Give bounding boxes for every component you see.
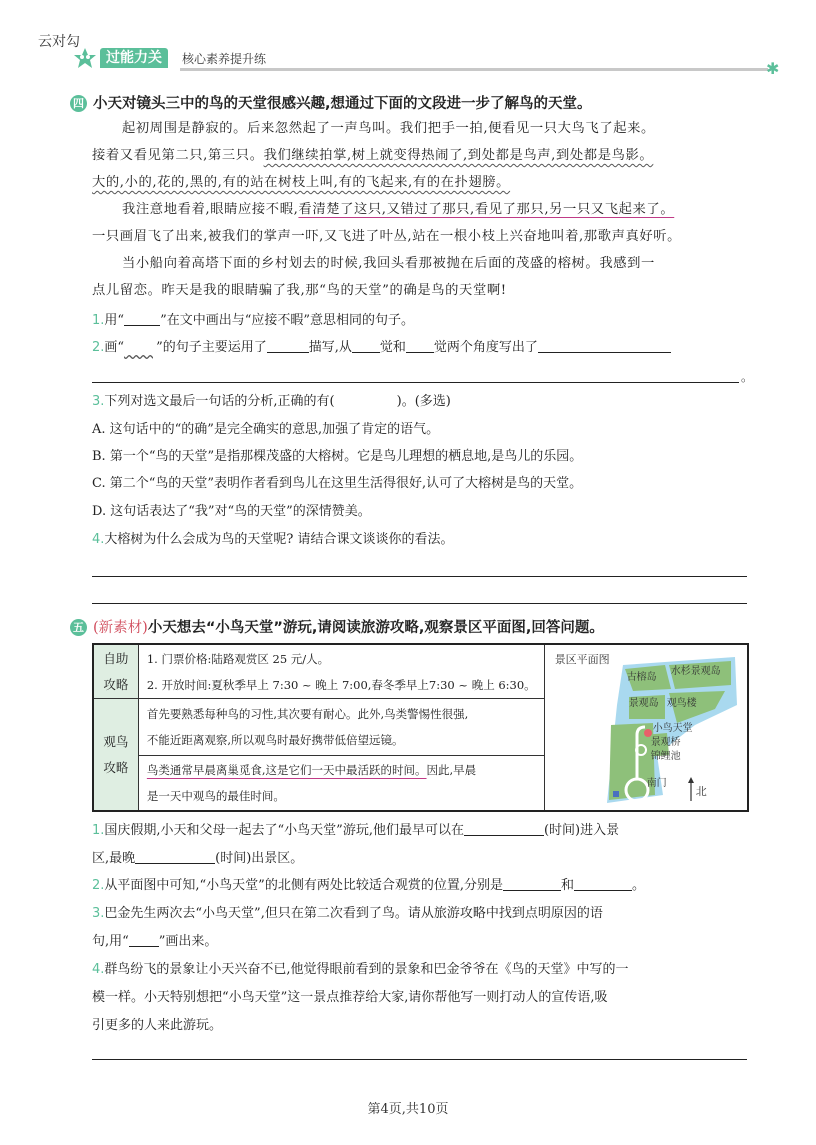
map-label-shuishan-island: 水杉景观岛	[670, 666, 721, 677]
question-text: 。	[631, 878, 645, 893]
answer-blank[interactable]	[135, 849, 215, 864]
option-d: D. 这句话表达了“我”对“鸟的天堂”的深情赞美。	[92, 504, 371, 519]
star-icon: ✱	[766, 59, 780, 78]
passage-text: 起初周围是静寂的。后来忽然起了一声鸟叫。我们把手一拍,便看见一只大鸟飞了起来。	[122, 121, 655, 136]
label-bird-watching	[93, 699, 138, 811]
answer-blank[interactable]	[129, 932, 159, 947]
s5-question-4-line3: 引更多的人来此游玩。	[92, 1018, 223, 1033]
guide-text: 因此,早晨	[426, 762, 477, 777]
passage-text: 当小船向着高塔下面的乡村划去的时候,我回头看那被抛在后面的茂盛的榕树。我感到一	[122, 256, 655, 271]
answer-blank[interactable]	[124, 311, 160, 326]
question-number: 2.	[92, 340, 105, 355]
passage-line	[92, 223, 752, 250]
option-a: A. 这句话中的“的确”是完全确实的意思,加强了肯定的语气。	[92, 422, 440, 437]
wavy-underlined-text: 我们继续拍掌,树上就变得热闹了,到处都是鸟声,到处都是鸟影。	[263, 148, 654, 163]
passage-text: 一只画眉飞了出来,被我们的掌声一吓,又飞进了叶丛,站在一根小枝上兴奋地叫着,那歌声真好听。	[92, 229, 682, 244]
answer-line[interactable]	[92, 603, 747, 604]
question-text: (时间)出景区。	[215, 851, 304, 866]
new-material-tag: (新素材)	[93, 620, 148, 636]
question-number: 1.	[92, 823, 105, 838]
answer-blank[interactable]	[406, 338, 434, 353]
question-text: )。(多选)	[396, 394, 451, 409]
s5-question-4	[92, 956, 752, 983]
entrance-marker	[613, 791, 619, 797]
option-c: C. 第二个“鸟的天堂”表明作者看到鸟儿在这里生活得很好,认可了大榕树是鸟的天堂。	[92, 476, 583, 491]
section5-title	[70, 616, 604, 637]
passage	[92, 115, 752, 304]
question-text: 大榕树为什么会成为鸟的天堂呢? 请结合课文谈谈你的看法。	[104, 532, 454, 547]
guide-line: 不能近距离观察,所以观鸟时最好携带低倍望远镜。	[146, 732, 404, 747]
question-text: 群鸟纷飞的景象让小天兴奋不已,他觉得眼前看到的景象和巴金爷爷在《鸟的天堂》中写的一	[104, 962, 629, 977]
header-divider	[180, 68, 768, 71]
question-number: 3.	[92, 906, 105, 921]
map-label-landscape-bridge: 景观桥	[650, 737, 681, 748]
passage-line	[92, 142, 752, 169]
question-text: 用“	[104, 313, 125, 328]
map-label-bird-tower: 观鸟楼	[666, 698, 697, 709]
page-number: 第4页,共10页	[367, 1102, 449, 1117]
guide-line: 是一天中观鸟的最佳时间。	[146, 788, 285, 803]
self-guide-content	[138, 644, 544, 699]
question-text: (时间)进入景	[543, 823, 620, 838]
section5-badge: 五	[70, 619, 87, 636]
label-line: 攻略	[103, 676, 129, 692]
map-title: 景区平面图	[554, 653, 610, 666]
wavy-underlined-text: 大的,小的,花的,黑的,有的站在树枝上叫,有的飞起来,有的在扑翅膀。	[92, 175, 511, 190]
underlined-text: 鸟类通常早晨离巢觅食,这是它们一天中最活跃的时间。	[146, 762, 427, 777]
question-text: 国庆假期,小天和父母一起去了“小鸟天堂”游玩,他们最早可以在	[104, 823, 464, 838]
passage-line	[92, 250, 752, 277]
passage-text: 点儿留恋。昨天是我的眼睛骗了我,那“鸟的天堂”的确是鸟的天堂啊!	[92, 283, 507, 298]
passage-text: 接着又看见第二只,第三只。	[92, 148, 264, 163]
label-line: 攻略	[103, 759, 129, 775]
answer-line[interactable]	[92, 382, 739, 383]
header-subtitle: 核心素养提升练	[182, 52, 267, 66]
period: 。	[741, 370, 754, 384]
question-text: 从平面图中可知,“小鸟天堂”的北侧有两处比较适合观赏的位置,分别是	[104, 878, 503, 893]
s4-question-4	[92, 526, 752, 553]
question-text: ”画出来。	[158, 934, 218, 949]
section5-title-text: 小天想去“小鸟天堂”游玩,请阅读旅游攻略,观察景区平面图,回答问题。	[147, 620, 604, 636]
scenic-area-map	[545, 645, 741, 811]
passage-line	[92, 169, 752, 196]
section4-badge: 四	[70, 95, 87, 112]
question-number: 4.	[92, 532, 105, 547]
s4-question-1	[92, 307, 752, 334]
map-label-gurong-island: 古榕岛	[626, 672, 657, 683]
bird-guide-content-1	[138, 699, 544, 756]
mascot-icon	[70, 46, 100, 70]
question-text: 巴金先生两次去“小鸟天堂”,但只在第二次看到了鸟。请从旅游攻略中找到点明原因的语	[104, 906, 603, 921]
s4-question-2	[92, 334, 752, 361]
underlined-text: 看清楚了这只,又错过了那只,看见了那只,另一只又飞起来了。	[298, 202, 675, 217]
s5-question-3	[92, 900, 752, 927]
question-number: 4.	[92, 962, 105, 977]
map-label-koi-pond: 锦鲤池	[650, 751, 681, 762]
answer-line[interactable]	[92, 1059, 747, 1060]
passage-line	[92, 115, 752, 142]
s5-question-4-line2: 模一样。小天特别想把“小鸟天堂”这一景点推荐给大家,请你帮他写一则打动人的宣传语,吸	[92, 990, 608, 1005]
answer-blank[interactable]	[574, 876, 632, 891]
question-text: ”在文中画出与“应接不暇”意思相同的句子。	[160, 313, 415, 328]
answer-blank[interactable]	[267, 338, 309, 353]
map-label-landscape-island: 景观岛	[628, 698, 659, 709]
brand-name: 云对勾	[38, 34, 80, 50]
question-text: 下列对选文最后一句话的分析,正确的有(	[104, 394, 335, 409]
question-text: 句,用“	[92, 934, 129, 949]
opening-hours: 2. 开放时间:夏秋季早上 7:30 ~ 晚上 7:00,春冬季早上7:30 ~ 晚上 6:30。	[146, 677, 536, 692]
question-text: 描写,从	[308, 340, 352, 355]
question-number: 1.	[92, 313, 105, 328]
question-text: 觉两个角度写出了	[433, 340, 538, 355]
ticket-price: 1. 门票价格:陆路观赏区 25 元/人。	[146, 651, 330, 666]
label-line: 自助	[103, 650, 129, 666]
answer-line[interactable]	[92, 576, 747, 577]
travel-guide-table	[92, 643, 749, 812]
label-line: 观鸟	[103, 733, 129, 749]
question-text: 觉和	[379, 340, 406, 355]
answer-blank[interactable]	[352, 338, 380, 353]
answer-blank[interactable]	[503, 876, 561, 891]
question-text: ”的句子主要运用了	[156, 340, 267, 355]
answer-blank[interactable]	[538, 338, 671, 353]
question-number: 2.	[92, 878, 105, 893]
map-cell	[544, 644, 748, 811]
label-self-guide	[93, 644, 138, 699]
wavy-line-sample	[124, 336, 156, 350]
map-label-bird-paradise: 小鸟天堂	[652, 723, 693, 734]
s5-question-1	[92, 817, 752, 844]
s5-question-1-cont	[92, 845, 752, 872]
guide-line: 首先要熟悉每种鸟的习性,其次要有耐心。此外,鸟类警惕性很强,	[146, 706, 469, 721]
passage-line	[92, 196, 752, 223]
passage-text: 我注意地看着,眼睛应接不暇,	[122, 202, 299, 217]
passage-line	[92, 277, 752, 304]
question-text: 画“	[104, 340, 125, 355]
question-text: 区,最晚	[92, 851, 136, 866]
bird-guide-content-2	[138, 755, 544, 811]
s5-question-2	[92, 872, 752, 899]
header-tab: 过能力关	[100, 48, 168, 68]
section4-title-text: 小天对镜头三中的鸟的天堂很感兴趣,想通过下面的文段进一步了解鸟的天堂。	[93, 96, 592, 112]
map-label-south-gate: 南门	[646, 778, 667, 789]
question-number: 3.	[92, 394, 105, 409]
section-header	[70, 46, 780, 78]
s4-question-3	[92, 388, 752, 415]
map-north-label: 北	[695, 785, 707, 798]
question-text: 和	[560, 878, 574, 893]
north-arrow-icon	[688, 777, 694, 783]
section4-title	[70, 92, 592, 113]
answer-blank[interactable]	[464, 821, 544, 836]
s5-question-3-cont	[92, 928, 752, 955]
option-b: B. 第一个“鸟的天堂”是指那棵茂盛的大榕树。它是鸟儿理想的栖息地,是鸟儿的乐园。	[92, 449, 583, 464]
